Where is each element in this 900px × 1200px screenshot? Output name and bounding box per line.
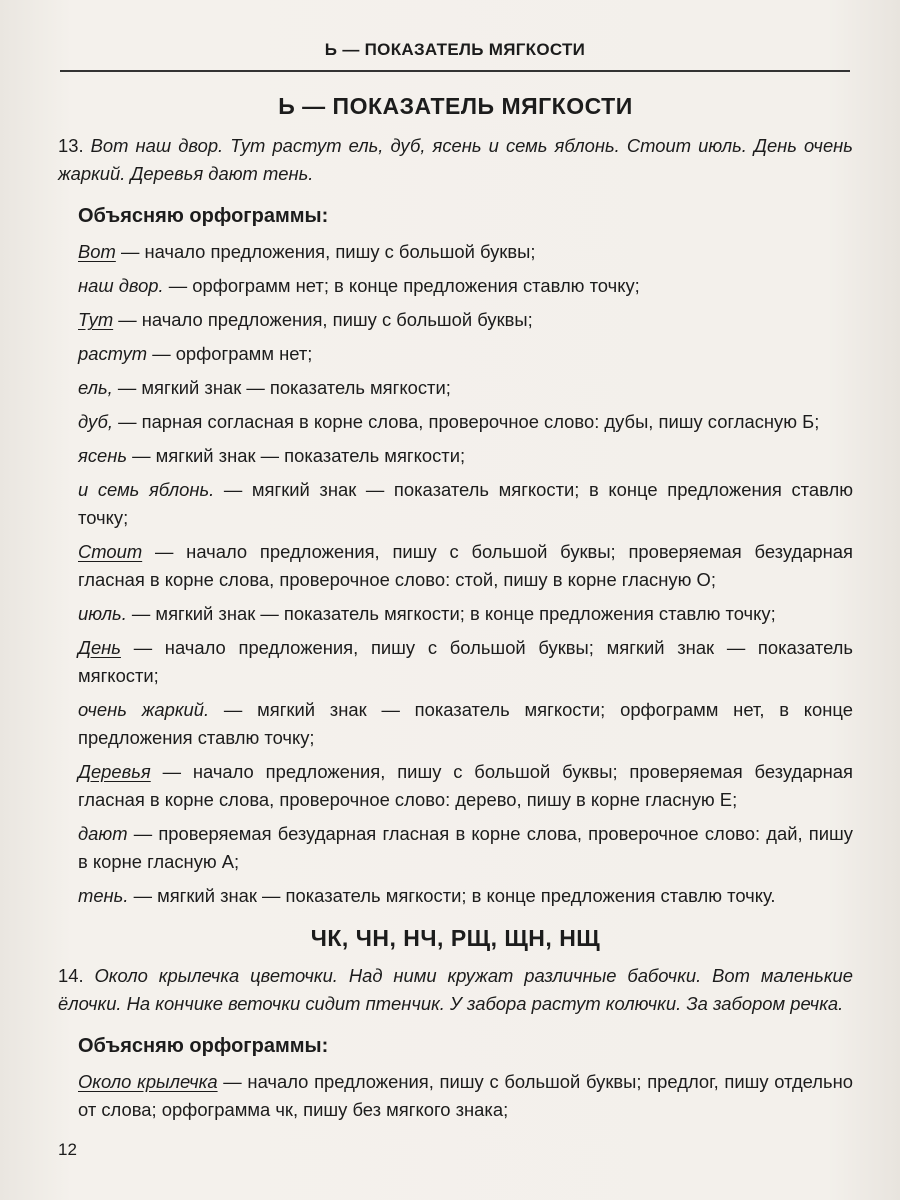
explain-item-word: День — [78, 637, 121, 658]
explain-item — [78, 306, 853, 334]
explain-item — [78, 696, 853, 752]
explain-item-text: — начало предложения, пишу с большой буквы; проверяемая безударная гласная в корне слова, проверочное слово: стой, пишу в корне гласную О; — [78, 541, 853, 590]
task-13-number: 13. — [58, 135, 84, 156]
running-head: Ь — ПОКАЗАТЕЛЬ МЯГКОСТИ — [324, 40, 586, 59]
explain-item-text: — начало предложения, пишу с большой буквы; — [113, 309, 533, 330]
task-13 — [58, 132, 853, 188]
task-13-text: Вот наш двор. Тут растут ель, дуб, ясень и семь яблонь. Стоит июль. День очень жаркий. Деревья дают тень. — [58, 135, 853, 184]
explain-item-word: тень. — [78, 885, 129, 906]
explain-item — [78, 882, 853, 910]
explain-item-text: — начало предложения, пишу с большой буквы; — [115, 241, 536, 262]
explain-item-word: июль. — [78, 603, 127, 624]
explain-item-text: — мягкий знак — показатель мягкости; в конце предложения ставлю точку; — [126, 603, 776, 624]
explain-item — [78, 758, 853, 814]
explain-item-text: — начало предложения, пишу с большой буквы; мягкий знак — показатель мягкости; — [78, 637, 853, 686]
explain-item-text: — мягкий знак — показатель мягкости; в конце предложения ставлю точку. — [128, 885, 776, 906]
task-14 — [58, 962, 853, 1018]
explain-list-2 — [78, 1068, 853, 1124]
task-14-text: Около крылечка цветочки. Над ними кружат различные бабочки. Вот маленькие ёлочки. На кончике веточки сидит птенчик. У забора растут колючки. За забором речка. — [58, 965, 853, 1014]
explain-item-text: — мягкий знак — показатель мягкости; — [112, 377, 451, 398]
explain-item-word: растут — [78, 343, 148, 364]
header-rule — [60, 70, 850, 72]
explain-item-word: ясень — [78, 445, 128, 466]
explain-item — [78, 820, 853, 876]
explain-item-word: ель, — [78, 377, 113, 398]
explain-item — [78, 600, 853, 628]
explain-item — [78, 238, 853, 266]
explain-item-text: — мягкий знак — показатель мягкости; в конце предложения ставлю точку; — [78, 479, 853, 528]
explain-item-word: наш двор. — [78, 275, 164, 296]
explain-item-text: — мягкий знак — показатель мягкости; орфограмм нет, в конце предложения ставлю точку; — [78, 699, 853, 748]
explain-item-word: Стоит — [78, 541, 143, 562]
explain-item-word: Тут — [78, 309, 114, 330]
explain-item-text: — проверяемая безударная гласная в корне слова, проверочное слово: дай, пишу в корне гласную А; — [78, 823, 853, 872]
explain-item — [78, 374, 853, 402]
explain-item-word: Около крылечка — [78, 1071, 218, 1092]
explain-item-word: Вот — [78, 241, 116, 262]
explain-item-word: дают — [78, 823, 128, 844]
explain-item — [78, 408, 853, 436]
explain-item — [78, 538, 853, 594]
explain-item — [78, 340, 853, 368]
explain-heading-1: Объясняю орфограммы: — [78, 205, 329, 227]
explain-item — [78, 476, 853, 532]
explain-item-word: и семь яблонь. — [78, 479, 215, 500]
section-title-letter-combinations: ЧК, ЧН, НЧ, РЩ, ЩН, НЩ — [310, 925, 601, 951]
explain-heading-2: Объясняю орфограммы: — [78, 1035, 329, 1057]
explain-item — [78, 442, 853, 470]
explain-item-text: — парная согласная в корне слова, проверочное слово: дубы, пишу согласную Б; — [113, 411, 820, 432]
page-number: 12 — [58, 1140, 77, 1159]
section-title-soft-sign: Ь — ПОКАЗАТЕЛЬ МЯГКОСТИ — [278, 93, 633, 119]
page-content — [58, 92, 853, 1130]
explain-item — [78, 1068, 853, 1124]
explain-item-text: — мягкий знак — показатель мягкости; — [127, 445, 466, 466]
explain-item-word: Деревья — [78, 761, 151, 782]
explain-item-text: — начало предложения, пишу с большой буквы; проверяемая безударная гласная в корне слова, проверочное слово: дерево, пишу в корне гласную Е; — [78, 761, 853, 810]
explain-list-1 — [78, 238, 853, 910]
explain-item-text: — орфограмм нет; в конце предложения ставлю точку; — [163, 275, 640, 296]
explain-item-text: — орфограмм нет; — [147, 343, 313, 364]
explain-item-word: очень жаркий. — [78, 699, 210, 720]
explain-item — [78, 272, 853, 300]
explain-item-text: — начало предложения, пишу с большой буквы; предлог, пишу отдельно от слова; орфограмма чк, пишу без мягкого знака; — [78, 1071, 853, 1120]
explain-item-word: дуб, — [78, 411, 114, 432]
explain-item — [78, 634, 853, 690]
task-14-number: 14. — [58, 965, 84, 986]
